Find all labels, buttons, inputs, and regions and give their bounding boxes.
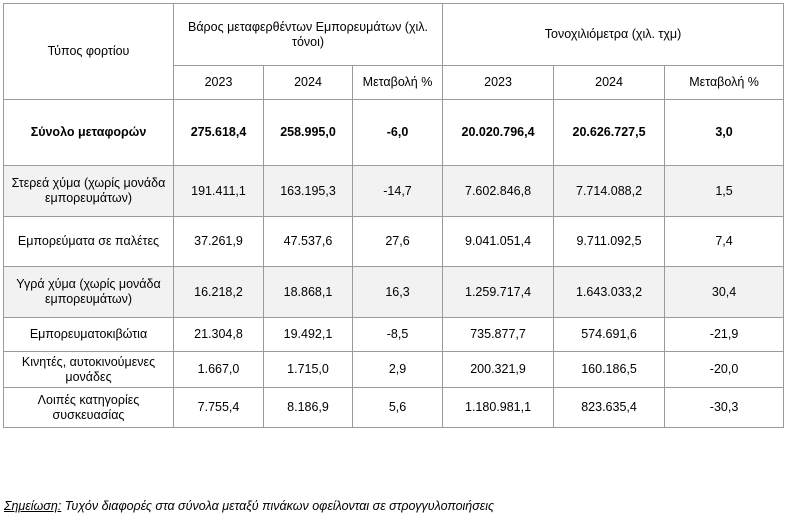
cell-weight-change: 27,6	[353, 217, 443, 267]
header-weight-change: Μεταβολή %	[353, 66, 443, 100]
row-label: Κινητές, αυτοκινούμενες μονάδες	[4, 352, 174, 388]
cell-weight-2024: 8.186,9	[264, 388, 353, 428]
header-tkm-2024: 2024	[554, 66, 665, 100]
cell-weight-change: -14,7	[353, 166, 443, 217]
table-container	[3, 3, 784, 428]
table-row	[4, 388, 784, 428]
cell-tkm-2023: 1.259.717,4	[443, 267, 554, 318]
cell-tkm-change: 30,4	[665, 267, 784, 318]
header-weight-group: Βάρος μεταφερθέντων Εμπορευμάτων (χιλ. τόνοι)	[174, 4, 443, 66]
footnote-label: Σημείωση:	[4, 499, 62, 513]
cell-tkm-2024: 1.643.033,2	[554, 267, 665, 318]
cell-weight-change: -8,5	[353, 318, 443, 352]
cell-tkm-change: -30,3	[665, 388, 784, 428]
cell-tkm-change: -20,0	[665, 352, 784, 388]
cell-weight-2023: 1.667,0	[174, 352, 264, 388]
row-label: Εμπορεύματα σε παλέτες	[4, 217, 174, 267]
footnote	[4, 499, 494, 513]
footnote-text: Τυχόν διαφορές στα σύνολα μεταξύ πινάκων οφείλονται σε στρογγυλοποιήσεις	[61, 499, 495, 513]
cell-tkm-change: 3,0	[665, 100, 784, 166]
cell-weight-2023: 21.304,8	[174, 318, 264, 352]
cell-tkm-2024: 823.635,4	[554, 388, 665, 428]
cell-tkm-2023: 200.321,9	[443, 352, 554, 388]
cell-tkm-2024: 7.714.088,2	[554, 166, 665, 217]
cell-tkm-2023: 20.020.796,4	[443, 100, 554, 166]
cell-weight-2024: 47.537,6	[264, 217, 353, 267]
cell-weight-change: 16,3	[353, 267, 443, 318]
cell-tkm-2023: 7.602.846,8	[443, 166, 554, 217]
cell-tkm-2023: 9.041.051,4	[443, 217, 554, 267]
cell-tkm-2023: 1.180.981,1	[443, 388, 554, 428]
cell-weight-2024: 19.492,1	[264, 318, 353, 352]
row-label: Εμπορευματοκιβώτια	[4, 318, 174, 352]
header-tkm-2023: 2023	[443, 66, 554, 100]
cell-weight-2023: 191.411,1	[174, 166, 264, 217]
table-row	[4, 217, 784, 267]
table-row	[4, 267, 784, 318]
cell-weight-2023: 16.218,2	[174, 267, 264, 318]
table-row	[4, 166, 784, 217]
cell-weight-change: 2,9	[353, 352, 443, 388]
cell-weight-2024: 163.195,3	[264, 166, 353, 217]
header-tkm-change: Μεταβολή %	[665, 66, 784, 100]
cell-weight-2024: 258.995,0	[264, 100, 353, 166]
header-weight-2023: 2023	[174, 66, 264, 100]
cell-weight-2023: 37.261,9	[174, 217, 264, 267]
row-label: Στερεά χύμα (χωρίς μονάδα εμπορευμάτων)	[4, 166, 174, 217]
header-cargo-type: Τύπος φορτίου	[4, 4, 174, 100]
cell-tkm-change: 7,4	[665, 217, 784, 267]
freight-table	[3, 3, 784, 428]
table-row-total	[4, 100, 784, 166]
header-tkm-group: Τονοχιλιόμετρα (χιλ. τχμ)	[443, 4, 784, 66]
row-label: Σύνολο μεταφορών	[4, 100, 174, 166]
header-weight-2024: 2024	[264, 66, 353, 100]
cell-weight-2024: 18.868,1	[264, 267, 353, 318]
cell-tkm-2024: 574.691,6	[554, 318, 665, 352]
cell-weight-2023: 7.755,4	[174, 388, 264, 428]
table-row	[4, 318, 784, 352]
cell-tkm-2024: 160.186,5	[554, 352, 665, 388]
cell-tkm-2023: 735.877,7	[443, 318, 554, 352]
cell-tkm-change: 1,5	[665, 166, 784, 217]
cell-tkm-2024: 20.626.727,5	[554, 100, 665, 166]
table-row	[4, 352, 784, 388]
row-label: Λοιπές κατηγορίες συσκευασίας	[4, 388, 174, 428]
row-label: Υγρά χύμα (χωρίς μονάδα εμπορευμάτων)	[4, 267, 174, 318]
cell-weight-2024: 1.715,0	[264, 352, 353, 388]
cell-tkm-change: -21,9	[665, 318, 784, 352]
cell-weight-change: -6,0	[353, 100, 443, 166]
cell-weight-2023: 275.618,4	[174, 100, 264, 166]
header-row-1	[4, 4, 784, 66]
cell-weight-change: 5,6	[353, 388, 443, 428]
cell-tkm-2024: 9.711.092,5	[554, 217, 665, 267]
